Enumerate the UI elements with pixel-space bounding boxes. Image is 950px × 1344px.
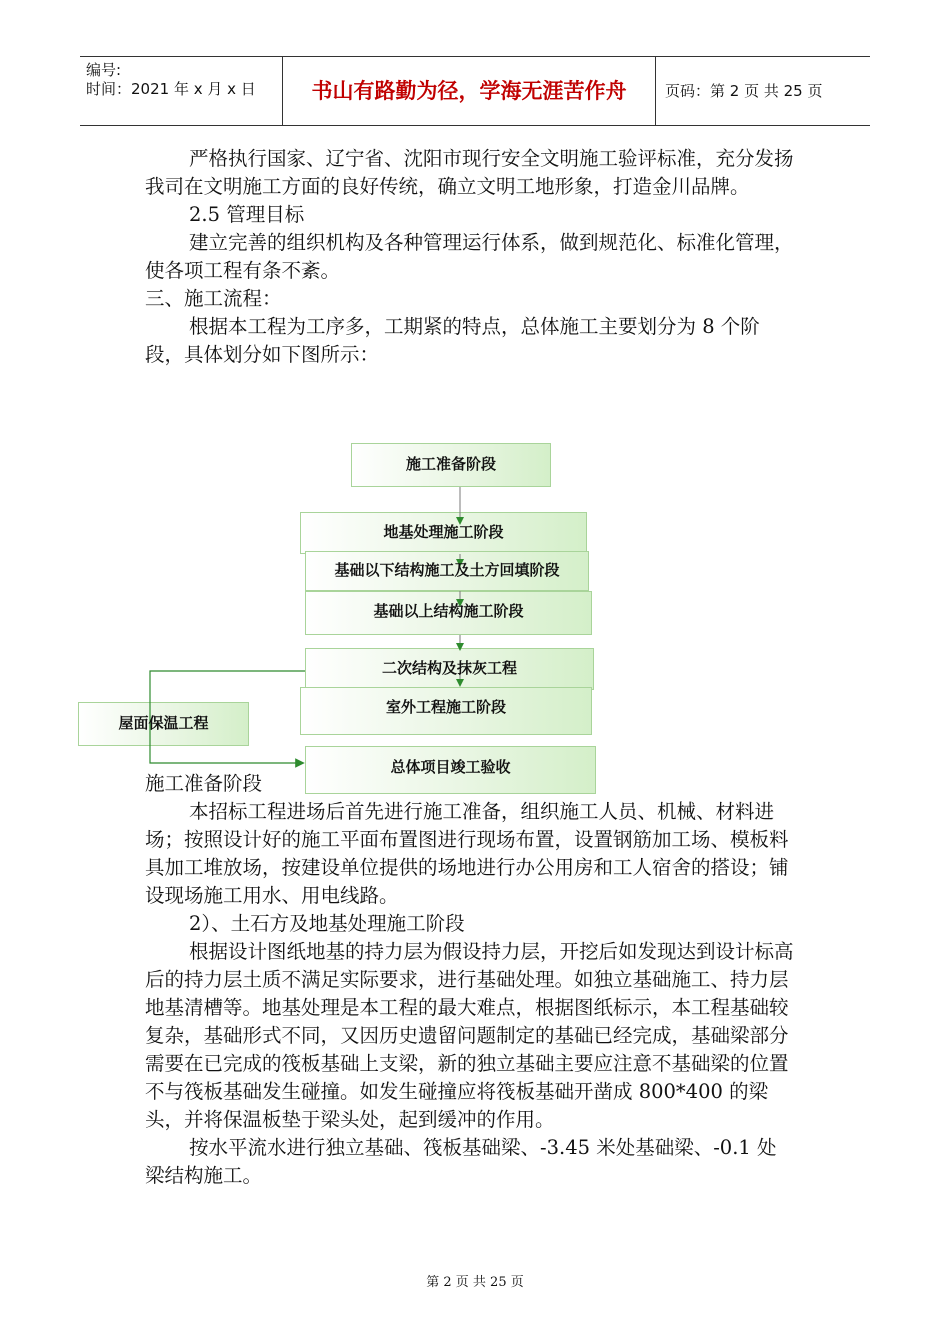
body-top <box>145 145 795 369</box>
heading-construction-flow: 三、施工流程： <box>145 287 282 310</box>
paragraph-preparation: 本招标工程进场后首先进行施工准备，组织施工人员、机械、材料进场；按照设计好的施工平面布置图进行现场布置，设置钢筋加工场、模板料具加工堆放场，按建设单位提供的场地进行办公用房和工人宿舍的搭设；铺设现场施工用水、用电线路。 <box>145 800 789 907</box>
heading-preparation-stage: 施工准备阶段 <box>145 772 263 795</box>
flow-step-4: 基础以上结构施工阶段 <box>305 591 592 635</box>
flow-step-3: 基础以下结构施工及土方回填阶段 <box>305 551 589 591</box>
time-label: 时间：2021 年 x 月 x 日 <box>86 80 256 98</box>
heading-management-goal: 2.5 管理目标 <box>189 203 305 226</box>
flow-step-1: 施工准备阶段 <box>351 443 551 487</box>
paragraph-flow-sequence: 按水平流水进行独立基础、筏板基础梁、-3.45 米处基础梁、-0.1 处梁结构施工。 <box>145 1136 777 1187</box>
paragraph-civilized-construction: 严格执行国家、辽宁省、沈阳市现行安全文明施工验评标准，充分发扬我司在文明施工方面的良好传统，确立文明工地形象，打造金川品牌。 <box>145 147 794 198</box>
body-bottom <box>145 770 795 1190</box>
header-motto: 书山有路勤为径，学海无涯苦作舟 <box>283 57 656 125</box>
flow-side-step: 屋面保温工程 <box>78 702 249 746</box>
paragraph-eight-stages: 根据本工程为工序多，工期紧的特点，总体施工主要划分为 8 个阶段，具体划分如下图所示： <box>145 315 760 366</box>
page-header <box>80 56 870 126</box>
header-page-info: 页码：第 2 页 共 25 页 <box>665 82 823 100</box>
flow-step-5: 二次结构及抹灰工程 <box>305 648 594 690</box>
serial-label: 编号: <box>86 61 122 79</box>
page-footer: 第 2 页 共 25 页 <box>426 1275 524 1290</box>
heading-earthwork-stage: 2）、土石方及地基处理施工阶段 <box>189 912 465 935</box>
paragraph-management-system: 建立完善的组织机构及各种管理运行体系，做到规范化、标准化管理，使各项工程有条不紊。 <box>145 231 794 282</box>
paragraph-foundation-treatment: 根据设计图纸地基的持力层为假设持力层，开挖后如发现达到设计标高后的持力层土质不满足实际要求，进行基础处理。如独立基础施工、持力层地基清槽等。地基处理是本工程的最大难点，根据图纸标示，本工程基础较复杂，基础形式不同，又因历史遗留问题制定的基础已经完成，基础梁部分需要在已完成的筏板基础上支梁，新的独立基础主要应注意不基础梁的位置不与筏板基础发生碰撞。如发生碰撞应将筏板基础开凿成 800*400 的梁头，并将保温板垫于梁头处，起到缓冲的作用。 <box>145 940 794 1131</box>
header-meta-cell <box>80 57 283 125</box>
flow-step-6: 室外工程施工阶段 <box>300 687 592 735</box>
flow-step-2: 地基处理施工阶段 <box>300 512 587 554</box>
flow-step-7: 总体项目竣工验收 <box>305 746 596 794</box>
